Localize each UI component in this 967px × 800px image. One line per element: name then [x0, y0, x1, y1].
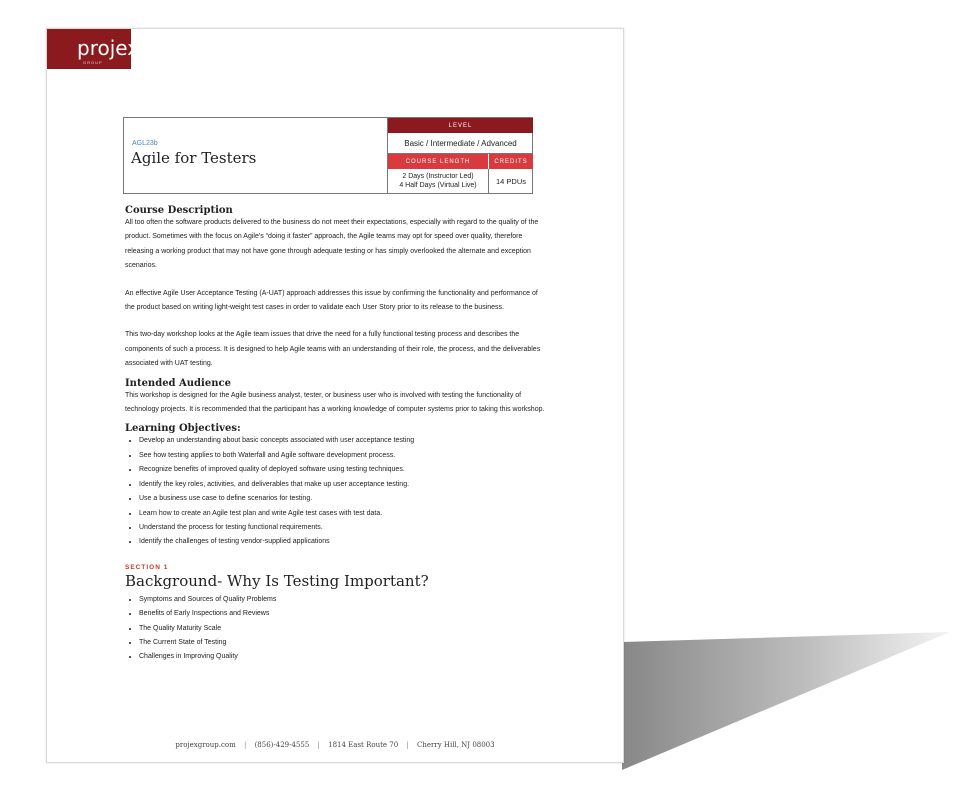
footer-address: 1814 East Route 70 — [328, 741, 399, 749]
document-page — [46, 28, 624, 763]
list-item: • Challenges in Improving Quality — [139, 650, 545, 664]
course-header-box — [123, 117, 533, 194]
section-label: SECTION 1 — [125, 563, 169, 571]
list-item: • Use a business use case to define scenarios for testing. — [139, 492, 545, 506]
footer-separator: | — [406, 741, 409, 749]
footer-website: projexgroup.com — [175, 741, 236, 749]
course-title: Agile for Testers — [131, 149, 257, 167]
footer-separator: | — [243, 741, 247, 749]
description-heading: Course Description — [125, 205, 233, 216]
list-item: • Identify the challenges of testing vendor-supplied applications — [139, 535, 545, 549]
list-item: • The Current State of Testing — [139, 636, 545, 650]
course-meta-table — [387, 118, 533, 193]
length-header: COURSE LENGTH — [388, 154, 488, 169]
list-item: • Learn how to create an Agile test plan and write Agile test cases with test data. — [139, 507, 545, 521]
length-line-1: 2 Days (Instructor Led) — [402, 173, 474, 180]
list-item: • The Quality Maturity Scale — [139, 622, 545, 636]
objectives-list — [125, 434, 545, 549]
footer-phone: (856)-429-4555 — [254, 741, 310, 749]
audience-text: This workshop is designed for the Agile business analyst, tester, or business user who is involved with testing the functionality of technology projects. It is recommended that the participant has a working knowledge of computer systems prior to taking this workshop. — [125, 391, 545, 414]
list-item: • See how testing applies to both Waterfall and Agile software development process. — [139, 449, 545, 463]
credits-header: CREDITS — [488, 154, 533, 169]
projex-logo — [47, 29, 140, 69]
logo-text: projex — [77, 36, 140, 60]
list-item: • Identify the key roles, activities, and deliverables that make up user acceptance testing. — [139, 478, 545, 492]
description-paragraph-3: This two-day workshop looks at the Agile team issues that drive the need for a fully functional testing process and describes the components of such a process. It is designed to help Agile teams with an understanding of their role, the process, and the deliverables associated with UAT testing. — [125, 331, 541, 368]
description-paragraph-2: An effective Agile User Acceptance Testing (A-UAT) approach addresses this issue by confirming the functionality and performance of the product based on writing light-weight test cases in order to validate each User Story prior to its release to the business. — [125, 289, 538, 312]
credits-value: 14 PDUs — [488, 169, 533, 193]
length-value — [388, 169, 488, 193]
course-content — [125, 205, 545, 665]
footer-separator: | — [317, 741, 320, 749]
section-title: Background- Why Is Testing Important? — [125, 571, 429, 590]
list-item: • Understand the process for testing functional requirements. — [139, 521, 545, 535]
list-item: • Develop an understanding about basic concepts associated with user acceptance testing — [139, 434, 545, 448]
list-item: • Benefits of Early Inspections and Reviews — [139, 607, 545, 621]
list-item: • Symptoms and Sources of Quality Problems — [139, 593, 545, 607]
page-footer — [47, 741, 623, 749]
length-line-2: 4 Half Days (Virtual Live) — [399, 182, 477, 189]
logo-subtext: GROUP — [83, 60, 103, 65]
course-code: AGL23b — [132, 140, 158, 147]
footer-city: Cherry Hill, NJ 08003 — [417, 741, 495, 749]
section-list — [125, 593, 545, 665]
objectives-heading: Learning Objectives: — [125, 423, 241, 435]
description-paragraph-1: All too often the software products delivered to the business do not meet their expectations, especially with regard to the quality of the product. Sometimes with the focus on Agile’s “doing it faster” approach, the Agile teams may opt for speed over quality, therefore releasing a working product that may not have gone through adequate testing or has simply overlooked the alternate and exception scenarios. — [125, 219, 539, 270]
list-item: • Recognize benefits of improved quality of deployed software using testing techniques. — [139, 463, 545, 477]
level-value: Basic / Intermediate / Advanced — [388, 133, 533, 154]
audience-heading: Intended Audience — [125, 377, 231, 389]
level-header: LEVEL — [388, 118, 533, 133]
